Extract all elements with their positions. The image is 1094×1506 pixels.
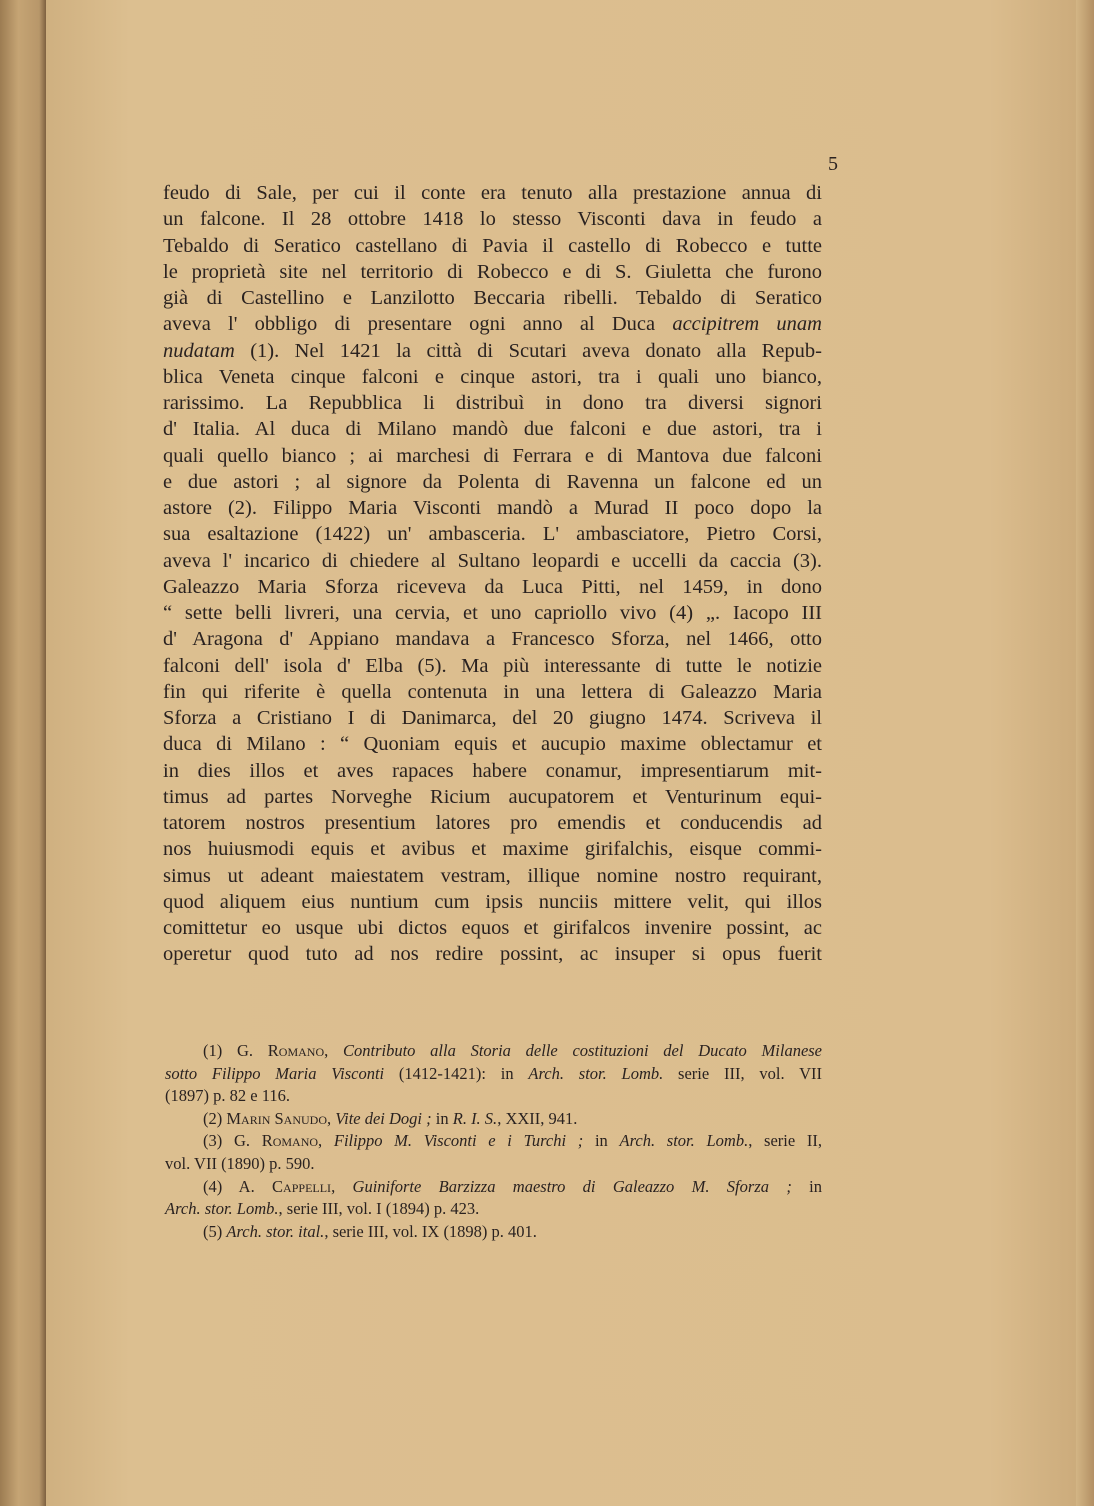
- main-text: [163, 180, 822, 968]
- italic-text: nudatam: [163, 339, 235, 362]
- text-segment: vol. VII (1890) p. 590.: [165, 1153, 315, 1173]
- italic-text: Arch. stor. Lomb.: [165, 1199, 279, 1219]
- italic-text: Arch. stor. ital.: [226, 1221, 325, 1241]
- text-segment: (1412-1421): in: [384, 1063, 529, 1083]
- text-segment: (5): [203, 1221, 227, 1241]
- text-segment: (1) G.: [203, 1041, 268, 1060]
- text-line: [163, 521, 822, 547]
- text-line: [163, 889, 822, 915]
- text-line: [163, 233, 822, 259]
- text-segment: duca di Milano : “ Quoniam equis et aucupio maxime oblectamur et: [163, 733, 822, 756]
- italic-text: Contributo alla Storia delle costituzioni del Ducato Milanese: [343, 1041, 823, 1060]
- text-line: [163, 679, 822, 705]
- text-line: [163, 784, 822, 810]
- text-line: [163, 390, 822, 416]
- text-segment: in: [583, 1131, 620, 1151]
- text-line: [163, 548, 822, 574]
- text-line: [163, 600, 822, 626]
- footnote-line: [165, 1040, 822, 1063]
- text-segment: (1). Nel 1421 la città di Scutari aveva donato alla Repub-: [234, 339, 822, 362]
- text-segment: sua esaltazione (1422) un' ambasceria. L' ambasciatore, Pietro Corsi,: [163, 523, 822, 546]
- footnote-line: [165, 1085, 822, 1108]
- text-segment: Tebaldo di Seratico castellano di Pavia il castello di Robecco e tutte: [163, 234, 822, 257]
- text-segment: feudo di Sale, per cui il conte era tenuto alla prestazione annua di: [163, 182, 822, 204]
- text-segment: operetur quod tuto ad nos redire possint, ac insuper si opus fuerit: [163, 943, 822, 966]
- text-segment: (2): [203, 1108, 227, 1128]
- text-segment: aveva l' obbligo di presentare ogni anno al Duca: [163, 313, 673, 336]
- text-line: [163, 285, 822, 311]
- italic-text: R. I. S.: [452, 1108, 498, 1128]
- text-segment: in dies illos et aves rapaces habere conamur, impresentiarum mit-: [163, 759, 822, 782]
- text-segment: serie III, vol. VII: [663, 1063, 822, 1083]
- text-line: [163, 836, 822, 862]
- text-segment: (4) A.: [203, 1176, 273, 1196]
- page-number: 5: [828, 153, 838, 175]
- footnote-line: [165, 1130, 822, 1153]
- italic-text: accipitrem unam: [672, 313, 822, 336]
- text-line: [163, 626, 822, 652]
- text-segment: rarissimo. La Repubblica li distribuì in dono tra diversi signori: [163, 392, 822, 414]
- footnote-line: [165, 1153, 822, 1176]
- text-segment: ,: [327, 1108, 336, 1128]
- text-segment: (1897) p. 82 e 116.: [165, 1086, 290, 1106]
- footnotes: [165, 1040, 822, 1243]
- author-name: Cappelli: [272, 1176, 332, 1196]
- italic-text: Vite dei Dogi ;: [335, 1108, 432, 1128]
- text-segment: simus ut adeant maiestatem vestram, illique nomine nostro requirant,: [163, 864, 822, 887]
- text-segment: ,: [331, 1176, 353, 1196]
- text-line: [163, 443, 822, 469]
- text-segment: un falcone. Il 28 ottobre 1418 lo stesso Visconti dava in feudo a: [163, 208, 822, 231]
- author-name: Marin Sanudo: [226, 1108, 328, 1128]
- text-line: [163, 311, 822, 337]
- text-segment: in: [431, 1108, 453, 1128]
- text-line: [163, 863, 822, 889]
- text-line: [163, 915, 822, 941]
- italic-text: Guiniforte Barzizza maestro di Galeazzo M. Sforza ;: [352, 1176, 792, 1196]
- text-segment: ,: [318, 1131, 334, 1151]
- text-segment: , serie III, vol. I (1894) p. 423.: [278, 1199, 480, 1219]
- text-line: [163, 758, 822, 784]
- text-segment: in: [791, 1176, 822, 1196]
- text-segment: quod aliquem eius nuntium cum ipsis nunciis mittere velit, qui illos: [163, 890, 822, 913]
- text-line: [163, 206, 822, 232]
- text-segment: Sforza a Cristiano I di Danimarca, del 20 giugno 1474. Scriveva il: [163, 707, 822, 729]
- text-segment: le proprietà site nel territorio di Robecco e di S. Giuletta che furono: [163, 260, 822, 283]
- text-segment: (3) G.: [203, 1131, 262, 1151]
- author-name: Romano: [261, 1131, 319, 1151]
- text-line: [163, 180, 822, 206]
- text-segment: comittetur eo usque ubi dictos equos et girifalcos invenire possint, ac: [163, 917, 822, 939]
- text-line: [163, 574, 822, 600]
- footnote-line: [165, 1198, 822, 1221]
- text-segment: d' Aragona d' Appiano mandava a Francesco Sforza, nel 1466, otto: [163, 628, 822, 651]
- text-segment: astore (2). Filippo Maria Visconti mandò a Murad II poco dopo la: [163, 497, 822, 519]
- italic-text: Arch. stor. Lomb.: [528, 1063, 664, 1083]
- text-line: [163, 364, 822, 390]
- text-segment: fin qui riferite è quella contenuta in una lettera di Galeazzo Maria: [163, 680, 822, 703]
- text-segment: “ sette belli livreri, una cervia, et uno capriollo vivo (4) „. Iacopo III: [163, 602, 822, 624]
- italic-text: Filippo M. Visconti e i Turchi ;: [333, 1131, 584, 1151]
- italic-text: Arch. stor. Lomb.: [619, 1131, 749, 1151]
- text-segment: d' Italia. Al duca di Milano mandò due falconi e due astori, tra i: [163, 418, 822, 441]
- text-line: [163, 731, 822, 757]
- text-line: [163, 469, 822, 495]
- author-name: Romano: [267, 1041, 325, 1060]
- text-segment: timus ad partes Norveghe Ricium aucupatorem et Venturinum equi-: [163, 785, 822, 808]
- text-segment: già di Castellino e Lanzilotto Beccaria ribelli. Tebaldo di Seratico: [163, 287, 822, 309]
- italic-text: sotto Filippo Maria Visconti: [165, 1063, 385, 1083]
- text-segment: nos huiusmodi equis et avibus et maxime girifalchis, eisque commi-: [163, 838, 822, 861]
- text-line: [163, 416, 822, 442]
- text-line: [163, 653, 822, 679]
- footnote-line: [165, 1108, 822, 1131]
- text-segment: blica Veneta cinque falconi e cinque astori, tra i quali uno bianco,: [163, 365, 822, 388]
- text-segment: e due astori ; al signore da Polenta di Ravenna un falcone ed un: [163, 470, 822, 493]
- text-segment: Galeazzo Maria Sforza riceveva da Luca Pitti, nel 1459, in dono: [163, 575, 822, 598]
- page-edge: [1076, 0, 1094, 1506]
- text-line: [163, 705, 822, 731]
- text-segment: , XXII, 941.: [497, 1108, 578, 1128]
- text-line: [163, 941, 822, 967]
- text-line: [163, 810, 822, 836]
- text-segment: , serie II,: [748, 1131, 822, 1151]
- footnote-line: [165, 1221, 822, 1244]
- text-line: [163, 259, 822, 285]
- text-segment: falconi dell' isola d' Elba (5). Ma più interessante di tutte le notizie: [163, 654, 822, 677]
- footnote-line: [165, 1176, 822, 1199]
- text-segment: tatorem nostros presentium latores pro emendis et conducendis ad: [163, 812, 822, 834]
- text-segment: ,: [324, 1041, 343, 1060]
- text-line: [163, 495, 822, 521]
- text-segment: aveva l' incarico di chiedere al Sultano leopardi e uccelli da caccia (3).: [163, 549, 822, 572]
- book-spine-margin: [0, 0, 46, 1506]
- footnote-line: [165, 1063, 822, 1086]
- text-segment: , serie III, vol. IX (1898) p. 401.: [324, 1221, 537, 1241]
- text-segment: quali quello bianco ; ai marchesi di Ferrara e di Mantova due falconi: [163, 444, 822, 467]
- text-line: [163, 338, 822, 364]
